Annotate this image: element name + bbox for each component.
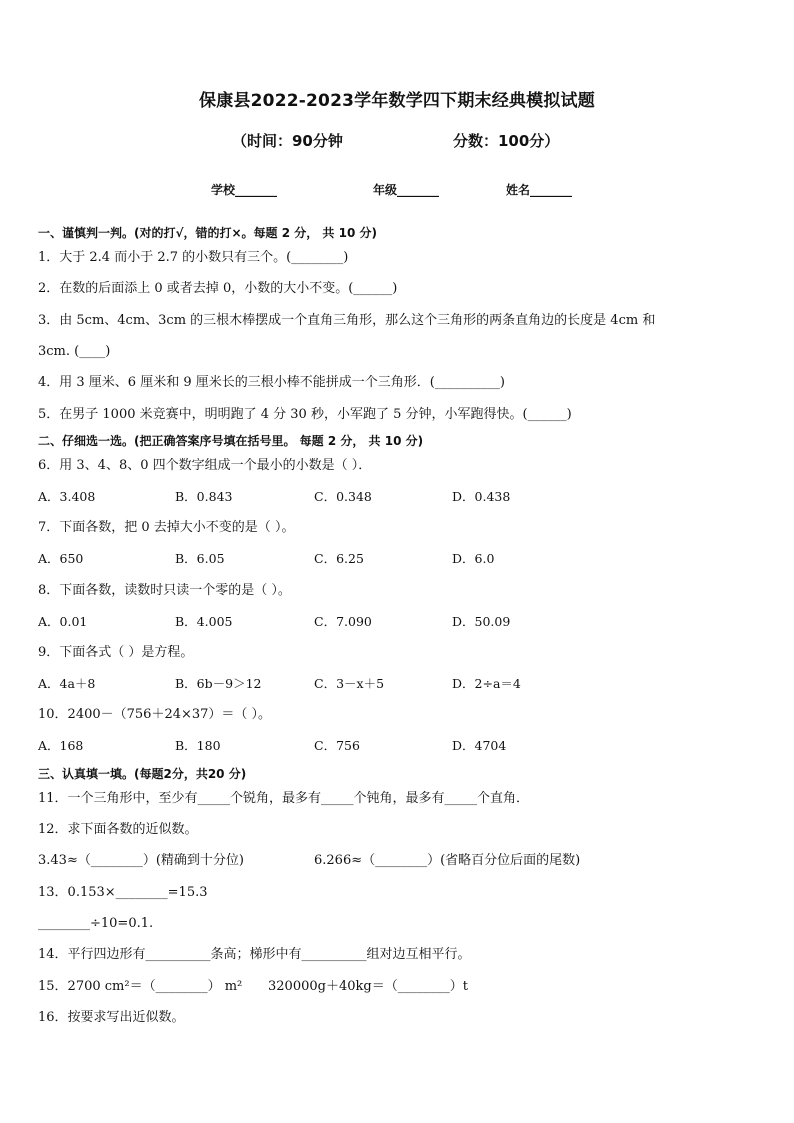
q9-option-b: B．6b－9＞12	[175, 676, 262, 691]
q7-option-d: D．6.0	[452, 551, 495, 566]
question-6: 6．用 3、4、8、0 四个数字组成一个最小的小数是（ ）．	[38, 458, 372, 473]
section-1-heading: 一、谨慎判一判。(对的打√，错的打×。每题 2 分， 共 10 分)	[38, 226, 377, 240]
q8-option-a: A．0.01	[38, 614, 88, 629]
question-13: 13．0.153×________=15.3	[38, 885, 208, 900]
q9-option-d: D．2÷a＝4	[452, 676, 521, 691]
q10-option-d: D．4704	[452, 738, 507, 753]
exam-score: 分数：100分）	[453, 132, 560, 150]
page-title: 保康县2022-2023学年数学四下期末经典模拟试题	[199, 91, 595, 111]
section-3-heading: 三、认真填一填。(每题2分，共20 分)	[38, 767, 247, 781]
question-5: 5．在男子 1000 米竞赛中，明明跑了 4 分 30 秒，小军跑了 5 分钟，小军跑得快。(______)	[38, 407, 572, 422]
question-13-continued: ________÷10=0.1.	[38, 916, 154, 931]
q7-option-b: B．6.05	[175, 551, 225, 566]
exam-time: （时间：90分钟	[232, 132, 343, 150]
question-7: 7．下面各数，把 0 去掉大小不变的是（ ）。	[38, 520, 295, 535]
q10-option-b: B．180	[175, 738, 221, 753]
q7-option-c: C．6.25	[314, 551, 364, 566]
q8-option-c: C．7.090	[314, 614, 372, 629]
question-3: 3．由 5cm、4cm、3cm 的三根木棒摆成一个直角三角形，那么这个三角形的两条直角边的长度是 4cm 和	[38, 313, 656, 328]
q9-option-a: A．4a＋8	[38, 676, 96, 691]
question-9: 9．下面各式（ ）是方程。	[38, 645, 194, 660]
question-16: 16．按要求写出近似数。	[38, 1010, 185, 1025]
question-15-part-b: 320000g＋40kg＝（________）t	[268, 979, 468, 994]
question-3-continued: 3cm. (____)	[38, 344, 111, 359]
question-12-part-b: 6.266≈（________）(省略百分位后面的尾数)	[314, 853, 581, 868]
q8-option-d: D．50.09	[452, 614, 511, 629]
question-10: 10．2400－（756＋24×37）＝（ ）。	[38, 707, 272, 722]
q6-option-d: D．0.438	[452, 489, 511, 504]
q6-option-a: A．3.408	[38, 489, 96, 504]
question-15-part-a: 15．2700 cm²＝（________） m²	[38, 979, 243, 994]
q8-option-b: B．4.005	[175, 614, 233, 629]
question-4: 4．用 3 厘米、6 厘米和 9 厘米长的三根小棒不能拼成一个三角形．(__________)	[38, 375, 505, 390]
section-2-heading: 二、仔细选一选。(把正确答案序号填在括号里。 每题 2 分， 共 10 分)	[38, 434, 424, 448]
name-field: 姓名_______	[506, 183, 573, 197]
question-11: 11．一个三角形中，至少有_____个锐角，最多有_____个钝角，最多有_____个直角．	[38, 791, 530, 806]
question-1: 1．大于 2.4 而小于 2.7 的小数只有三个。(________)	[38, 250, 349, 265]
question-8: 8．下面各数，读数时只读一个零的是（ ）。	[38, 583, 291, 598]
grade-field: 年级_______	[373, 183, 440, 197]
q7-option-a: A．650	[38, 551, 84, 566]
question-2: 2．在数的后面添上 0 或者去掉 0，小数的大小不变。(______)	[38, 281, 398, 296]
q6-option-b: B．0.843	[175, 489, 233, 504]
q10-option-c: C．756	[314, 738, 360, 753]
question-12-part-a: 3.43≈（________）(精确到十分位)	[38, 853, 244, 868]
question-12: 12．求下面各数的近似数。	[38, 822, 198, 837]
question-14: 14．平行四边形有__________条高；梯形中有__________组对边互相平行。	[38, 947, 471, 962]
q10-option-a: A．168	[38, 738, 84, 753]
school-field: 学校_______	[211, 183, 278, 197]
q6-option-c: C．0.348	[314, 489, 372, 504]
q9-option-c: C．3－x＋5	[314, 676, 385, 691]
